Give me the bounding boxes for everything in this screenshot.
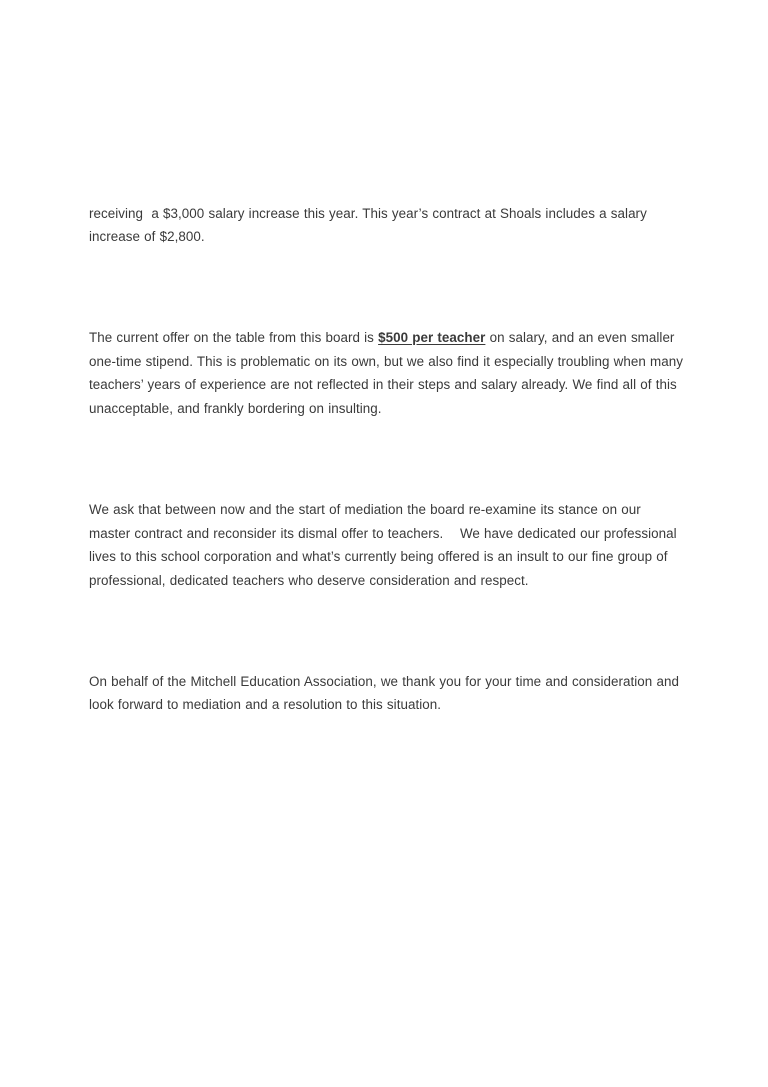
paragraph-mediation-request: We ask that between now and the start of mediation the board re-examine its stance on our master contract and reconsider its dismal offer to teachers. We have dedicated our professional lives to this school corporation and what’s currently being offered is an insult to our fine group of professional, dedicated teachers who deserve consideration and respect. (89, 501, 681, 588)
paragraph-closing: On behalf of the Mitchell Education Association, we thank you for your time and consideration and look forward to mediation and a resolution to this situation. (89, 673, 684, 713)
emphasis-500-per-teacher: $500 per teacher (378, 330, 486, 346)
current-offer-text-before: The current offer on the table from this board is (89, 330, 379, 346)
letter-body (89, 131, 688, 794)
current-offer-text-after: on salary, and an even smaller one-time stipend. This is problematic on its own, but we also find it especially troubling when many teachers’ years of experience are not reflected in their steps and salary already. We find all of this unacceptable, and frankly bordering on insulting. (89, 330, 688, 417)
paragraph-salary-increase: receiving a $3,000 salary increase this year. This year’s contract at Shoals includes a salary increase of $2,800. (89, 205, 651, 245)
paragraph-current-offer (89, 326, 688, 420)
